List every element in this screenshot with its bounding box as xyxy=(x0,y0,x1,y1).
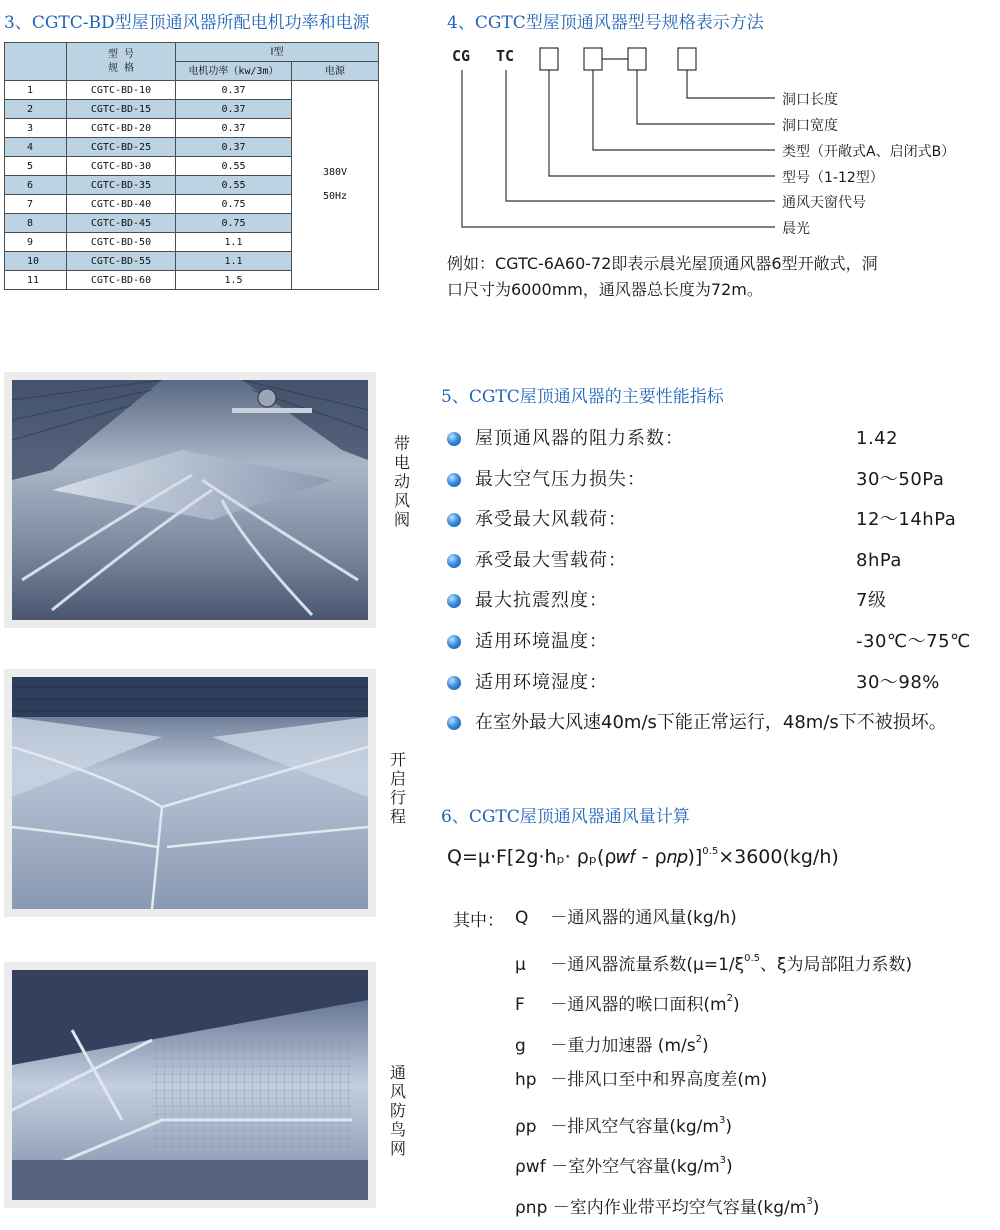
code-box-model xyxy=(540,48,558,70)
variable-row xyxy=(515,906,737,930)
variable-desc: －通风器的喉口面积(m xyxy=(550,995,727,1015)
table-row xyxy=(5,81,379,100)
section4-title: 4、CGTC型屋顶通风器型号规格表示方法 xyxy=(447,13,764,33)
variable-symbol: F xyxy=(515,995,525,1015)
table-cell-power: 0.75 xyxy=(176,195,292,214)
header-model: 型 号 xyxy=(107,48,135,60)
variable-desc: －室外空气容量(kg/m xyxy=(551,1157,720,1177)
table-cell-no: 7 xyxy=(5,195,67,214)
spec-row xyxy=(447,588,977,614)
table-cell-power: 0.37 xyxy=(176,119,292,138)
table-cell-no: 10 xyxy=(5,252,67,271)
variable-desc: －排风空气容量(kg/m xyxy=(550,1116,719,1137)
bullet-icon xyxy=(447,676,461,690)
table-cell-model: CGTC-BD-45 xyxy=(67,214,176,233)
bullet-icon xyxy=(447,594,461,608)
supply-frequency: 50Hz xyxy=(322,191,348,202)
spec-label: 最大抗震烈度： xyxy=(475,590,608,612)
variable-symbol: hp xyxy=(515,1070,537,1090)
airflow-formula xyxy=(447,846,839,868)
spec-label: 适用环境温度： xyxy=(475,631,608,652)
bullet-icon xyxy=(447,716,461,730)
caption-damper: 带 电 动 风 阀 xyxy=(393,434,410,529)
photo-motorized-damper xyxy=(4,372,376,628)
table-cell-no: 6 xyxy=(5,176,67,195)
variable-symbol: ρnp xyxy=(515,1197,548,1218)
table-cell-model: CGTC-BD-30 xyxy=(67,157,176,176)
damper-motor-icon xyxy=(258,389,276,407)
variable-desc: －通风器流量系数(μ=1/ξ xyxy=(550,954,745,975)
spec-value: 1.42 xyxy=(856,428,899,449)
motor-table-body xyxy=(5,81,379,290)
table-cell-no: 11 xyxy=(5,271,67,290)
example-line-2: 口尺寸为6000mm，通风器总长度为72m。 xyxy=(447,280,763,299)
header-model-cell xyxy=(67,43,176,81)
table-cell-no: 9 xyxy=(5,233,67,252)
spec-value: 30～50Pa xyxy=(856,468,945,490)
table-cell-no: 2 xyxy=(5,100,67,119)
variable-symbol: ρwf xyxy=(515,1157,546,1177)
spec-row xyxy=(447,670,977,696)
label-opening-length: 洞口长度 xyxy=(782,92,838,108)
variable-sup: 2 xyxy=(695,1033,702,1045)
table-cell-model: CGTC-BD-40 xyxy=(67,195,176,214)
variable-row xyxy=(515,1028,709,1058)
table-cell-model: CGTC-BD-50 xyxy=(67,233,176,252)
bullet-icon xyxy=(447,432,461,446)
spec-label: 承受最大风载荷： xyxy=(475,509,627,531)
photo-roof-interior-2 xyxy=(12,677,368,909)
section5-title: 5、CGTC屋顶通风器的主要性能指标 xyxy=(441,387,724,407)
bullet-icon xyxy=(447,473,461,487)
bird-net-mesh xyxy=(152,1040,352,1150)
spec-label: 屋顶通风器的阻力系数： xyxy=(475,428,684,449)
table-cell-model: CGTC-BD-55 xyxy=(67,252,176,271)
header-spec: 规 格 xyxy=(107,62,135,74)
formula-main: Q=μ·F[2g·hₚ· ρₚ(ρ𝑤𝑓 - ρ𝑛𝑝)] xyxy=(447,846,703,868)
spec-value: 8hPa xyxy=(856,549,902,571)
table-cell-power: 0.37 xyxy=(176,138,292,157)
bullet-icon xyxy=(447,554,461,568)
variable-symbol: μ xyxy=(515,954,526,975)
variable-desc-tail: ) xyxy=(726,1157,733,1177)
leader-cg xyxy=(462,70,775,227)
code-box-type xyxy=(584,48,602,70)
table-cell-no: 3 xyxy=(5,119,67,138)
code-box-length xyxy=(678,48,696,70)
spec-label: 最大空气压力损失： xyxy=(475,468,646,490)
table-cell-no: 4 xyxy=(5,138,67,157)
table-cell-model: CGTC-BD-10 xyxy=(67,81,176,100)
table-cell-power: 1.5 xyxy=(176,271,292,290)
photo-bird-net xyxy=(4,962,376,1208)
code-cg: CG xyxy=(452,47,471,65)
formula-tail: ×3600(kg/h) xyxy=(718,846,839,868)
spec-row xyxy=(447,467,977,493)
variable-desc: －排风口至中和界高度差(m) xyxy=(550,1070,768,1090)
leader-type xyxy=(593,70,775,150)
wind-note-text: 在室外最大风速40m/s下能正常运行，48m/s下不被损坏。 xyxy=(475,712,947,733)
section3-title: 3、CGTC-BD型屋顶通风器所配电机功率和电源 xyxy=(4,13,370,33)
code-tc: TC xyxy=(496,47,515,65)
spec-value: 12～14hPa xyxy=(856,509,957,531)
variable-row xyxy=(515,987,740,1017)
caption-bird-net: 通 风 防 鸟 网 xyxy=(389,1063,406,1158)
photo-opening-stroke xyxy=(4,669,376,917)
bullet-icon xyxy=(447,513,461,527)
header-index-cell xyxy=(5,43,67,81)
table-cell-no: 1 xyxy=(5,81,67,100)
spec-row xyxy=(447,629,977,655)
leader-model xyxy=(549,70,775,176)
table-cell-model: CGTC-BD-20 xyxy=(67,119,176,138)
model-code-diagram xyxy=(440,40,800,240)
variable-desc-tail: ) xyxy=(701,1035,709,1056)
variable-desc: －通风器的通风量(kg/h) xyxy=(550,908,737,928)
table-cell-model: CGTC-BD-15 xyxy=(67,100,176,119)
table-cell-power: 0.55 xyxy=(176,176,292,195)
variable-desc-tail: ) xyxy=(812,1197,820,1218)
section6-title: 6、CGTC屋顶通风器通风量计算 xyxy=(441,807,690,827)
supply-voltage: 380V xyxy=(322,167,348,178)
variable-desc-tail: 、ξ为局部阻力系数) xyxy=(760,954,913,975)
variable-desc: －重力加速器 (m/s xyxy=(550,1035,696,1056)
spec-label: 承受最大雪载荷： xyxy=(475,549,627,571)
spec-value: 30～98% xyxy=(856,671,940,693)
variable-symbol: g xyxy=(515,1035,526,1056)
variable-row xyxy=(515,1109,732,1139)
variable-desc: －室内作业带平均空气容量(kg/m xyxy=(552,1197,807,1218)
spec-row xyxy=(447,548,977,574)
caption-opening: 开 启 行 程 xyxy=(389,750,406,826)
leader-tc xyxy=(506,70,775,201)
photo-roof-interior-3 xyxy=(12,970,368,1200)
code-box-width xyxy=(628,48,646,70)
power-supply-cell xyxy=(292,81,379,290)
spec-label: 适用环境湿度： xyxy=(475,671,608,693)
spec-row xyxy=(447,507,977,533)
example-line-1: 例如：CGTC-6A60-72即表示晨光屋顶通风器6型开敞式，洞 xyxy=(447,254,878,273)
motor-power-table xyxy=(4,42,379,290)
variable-row xyxy=(515,1190,819,1220)
formula-exponent: 0.5 xyxy=(702,846,719,857)
leader-length xyxy=(687,70,775,98)
example-text xyxy=(447,251,967,303)
table-cell-power: 1.1 xyxy=(176,233,292,252)
variable-sup: 3 xyxy=(718,1114,726,1126)
bullet-icon xyxy=(447,635,461,649)
table-cell-power: 0.37 xyxy=(176,100,292,119)
label-brand: 晨光 xyxy=(782,221,810,237)
variable-row xyxy=(515,1149,733,1179)
header-type: Ⅰ型 xyxy=(176,43,379,62)
variable-symbol: Q xyxy=(515,908,529,928)
photo-roof-interior-1 xyxy=(12,380,368,620)
spec-value: -30℃～75℃ xyxy=(856,631,971,652)
table-cell-power: 0.75 xyxy=(176,214,292,233)
table-cell-power: 0.55 xyxy=(176,157,292,176)
label-type: 类型（开敞式A、启闭式B） xyxy=(782,144,956,160)
table-cell-power: 0.37 xyxy=(176,81,292,100)
table-cell-power: 1.1 xyxy=(176,252,292,271)
table-cell-model: CGTC-BD-25 xyxy=(67,138,176,157)
label-window-code: 通风天窗代号 xyxy=(782,195,866,211)
table-cell-no: 8 xyxy=(5,214,67,233)
header-power: 电机功率（kw/3m） xyxy=(176,62,292,81)
table-cell-model: CGTC-BD-60 xyxy=(67,271,176,290)
variable-row xyxy=(515,1068,767,1092)
spec-wind-note xyxy=(447,710,992,736)
label-model-number: 型号（1-12型） xyxy=(782,170,884,186)
variable-sup: 3 xyxy=(806,1195,813,1207)
table-cell-no: 5 xyxy=(5,157,67,176)
label-opening-width: 洞口宽度 xyxy=(782,118,838,134)
variable-symbol: ρp xyxy=(515,1116,537,1137)
leader-width xyxy=(637,70,775,124)
variable-sup: 2 xyxy=(726,993,733,1004)
header-supply: 电源 xyxy=(292,62,379,81)
variable-desc-tail: ) xyxy=(725,1116,732,1137)
variable-row xyxy=(515,947,912,977)
vars-lead: 其中： xyxy=(453,911,504,931)
spec-row xyxy=(447,426,977,452)
spec-value: 7级 xyxy=(856,590,887,612)
variable-desc-tail: ) xyxy=(732,995,740,1015)
variable-sup: 3 xyxy=(719,1155,727,1166)
variable-sup: 0.5 xyxy=(744,952,761,964)
table-cell-model: CGTC-BD-35 xyxy=(67,176,176,195)
